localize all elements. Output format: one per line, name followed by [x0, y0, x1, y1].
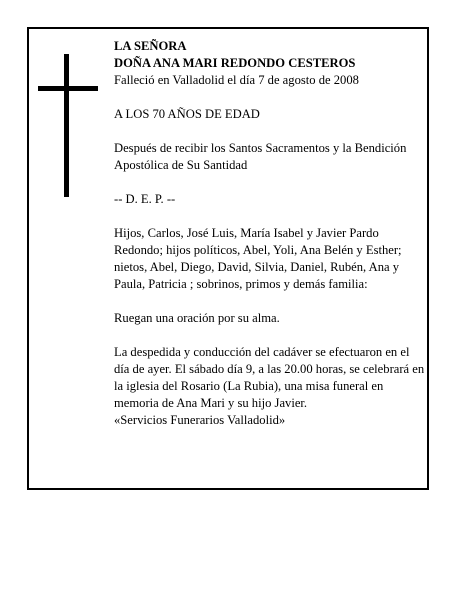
notice-funeral-details: La despedida y conducción del cadáver se efectuaron en el día de ayer. El sábado día 9, a las 20.00 horas, se celebrará en la iglesia del Rosario (La Rubia), una misa funeral en memoria de Ana Mari y su hijo Javier. [114, 345, 425, 410]
notice-family: Hijos, Carlos, José Luis, María Isabel y Javier Pardo Redondo; hijos políticos, Abel, Yoli, Ana Belén y Esther; nietos, Abel, Diego, David, Silvia, Daniel, Rubén, Ana y Paula, Patricia ; sobrinos, primos y demás familia: [114, 226, 402, 291]
notice-funeral-home: «Servicios Funerarios Valladolid» [114, 413, 286, 427]
cross-horizontal-bar [38, 86, 98, 91]
notice-prayer: Ruegan una oración por su alma. [114, 311, 280, 325]
notice-heading-title: LA SEÑORA [114, 39, 187, 53]
cross-vertical-bar [64, 54, 69, 197]
notice-rip: -- D. E. P. -- [114, 192, 176, 206]
obituary-text [114, 38, 426, 429]
notice-sacraments: Después de recibir los Santos Sacramentos y la Bendición Apostólica de Su Santidad [114, 141, 407, 172]
notice-death-line: Falleció en Valladolid el día 7 de agosto de 2008 [114, 73, 359, 87]
notice-deceased-name: DOÑA ANA MARI REDONDO CESTEROS [114, 56, 356, 70]
notice-age-line: A LOS 70 AÑOS DE EDAD [114, 107, 260, 121]
